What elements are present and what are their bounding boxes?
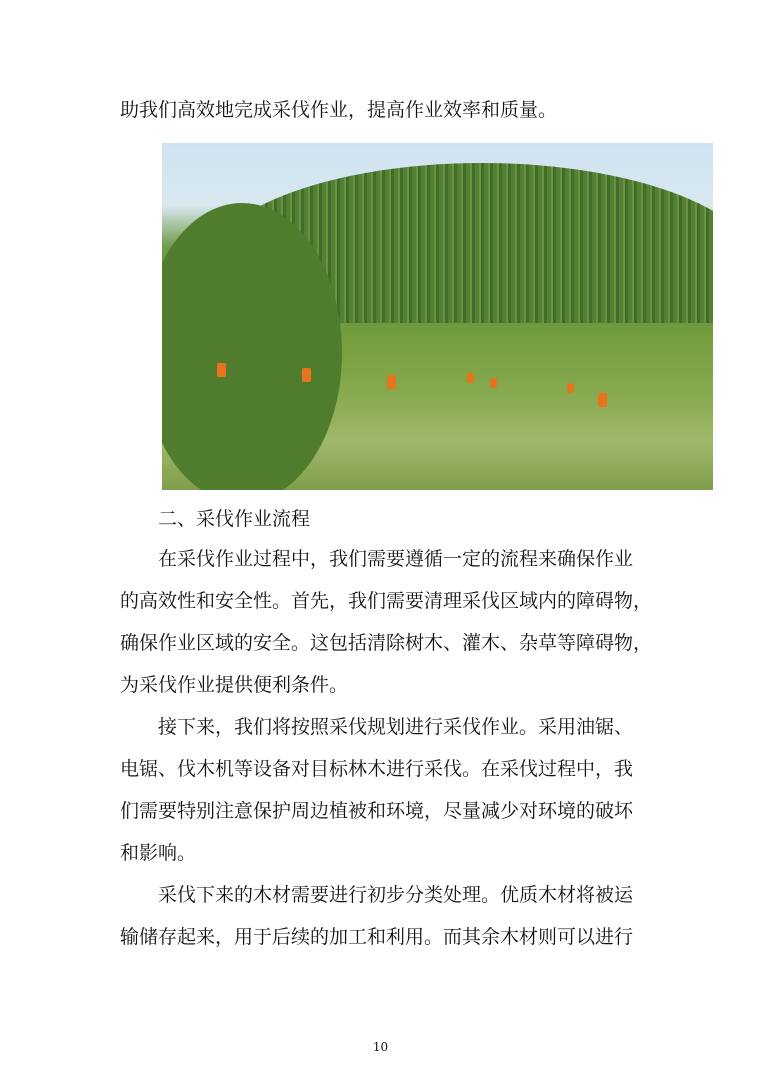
worker-figure: [598, 393, 607, 407]
body-text-line: 采伐下来的木材需要进行初步分类处理。优质木材将被运: [158, 884, 634, 906]
worker-figure: [490, 378, 497, 388]
body-text-line: 输储存起来，用于后续的加工和利用。而其余木材则可以进行: [120, 926, 634, 948]
body-text-line: 接下来，我们将按照采伐规划进行采伐作业。采用油锯、: [158, 716, 634, 738]
body-text-line: 电锯、伐木机等设备对目标林木进行采伐。在采伐过程中，我: [120, 758, 634, 780]
body-text-line: 为采伐作业提供便利条件。: [120, 674, 349, 696]
body-text-line: 在采伐作业过程中，我们需要遵循一定的流程来确保作业: [158, 548, 634, 570]
worker-figure: [467, 373, 474, 383]
body-text-line: 们需要特别注意保护周边植被和环境，尽量减少对环境的破坏: [120, 800, 634, 822]
worker-figure: [217, 363, 226, 377]
worker-figure: [387, 375, 396, 389]
worker-figure: [567, 383, 574, 393]
forest-harvest-photo: [162, 143, 713, 490]
body-text-line: 助我们高效地完成采伐作业，提高作业效率和质量。: [120, 99, 558, 121]
page-number: 10: [372, 1040, 389, 1054]
body-text-line: 确保作业区域的安全。这包括清除树木、灌木、杂草等障碍物，: [120, 632, 653, 654]
section-heading: 二、采伐作业流程: [158, 508, 311, 530]
body-text-line: 和影响。: [120, 842, 197, 864]
worker-figure: [302, 368, 311, 382]
body-text-line: 的高效性和安全性。首先，我们需要清理采伐区域内的障碍物，: [120, 590, 653, 612]
